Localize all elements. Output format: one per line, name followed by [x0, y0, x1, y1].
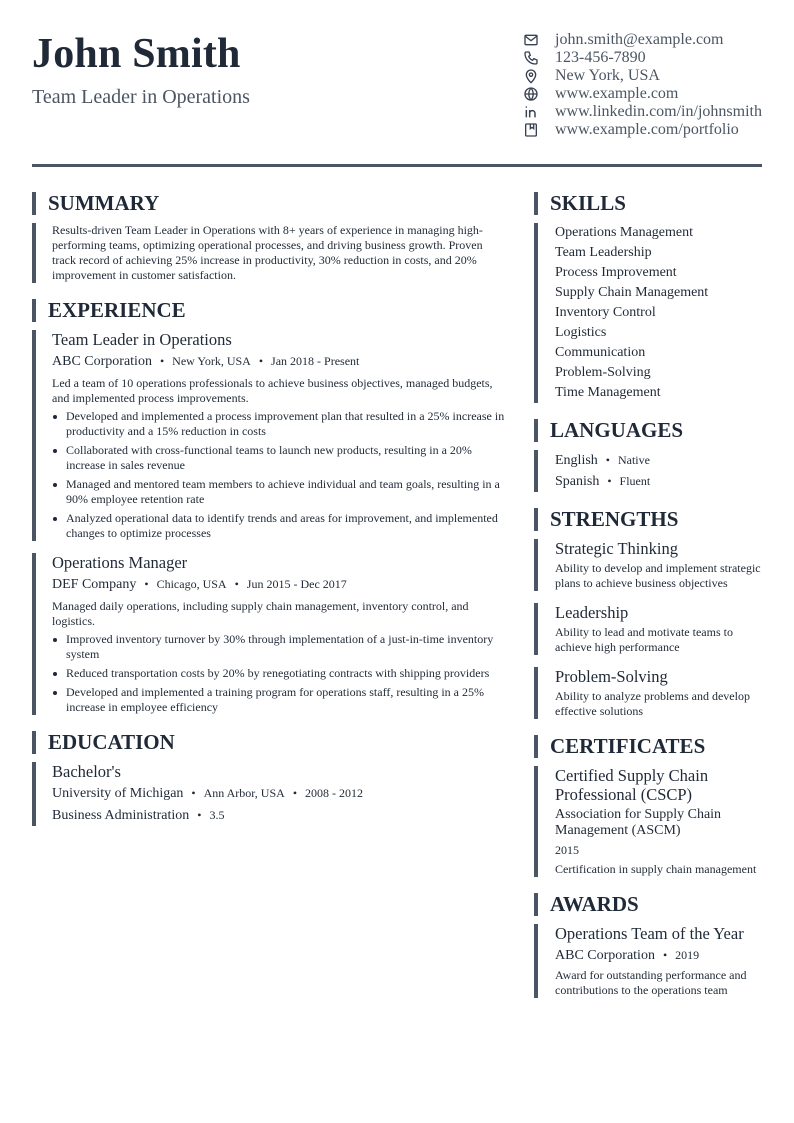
job-meta — [52, 574, 508, 595]
skill-item: Logistics — [555, 325, 607, 340]
award-year: 2019 — [675, 948, 700, 962]
awards-heading: AWARDS — [534, 893, 764, 916]
separator-dot: • — [197, 808, 202, 822]
summary-section — [32, 223, 508, 283]
contact-location-text: New York, USA — [555, 67, 660, 84]
skills-heading: SKILLS — [534, 192, 764, 215]
job-company: ABC Corporation — [52, 354, 152, 369]
summary-text: Results-driven Team Leader in Operations with 8+ years of experience in managing high-performing teams, optimizing operational processes, and driving business growth. Proven track record of achieving 25% increase in productivity, 30% reduction in costs, and 20% improvement in customer satisfaction. — [52, 223, 483, 282]
left-column — [32, 192, 508, 826]
contact-portfolio-text[interactable]: www.example.com/portfolio — [555, 121, 739, 138]
language-name: Spanish — [555, 474, 600, 489]
portfolio-icon — [522, 121, 540, 139]
language-name: English — [555, 453, 598, 468]
field-of-study: Business Administration — [52, 808, 190, 823]
job-company: DEF Company — [52, 577, 137, 592]
strength-item — [534, 603, 764, 655]
separator-dot: • — [159, 354, 165, 368]
gpa: 3.5 — [209, 808, 225, 822]
skill-item: Team Leadership — [555, 245, 652, 260]
education-field-row — [52, 805, 508, 826]
list-item: Managed and mentored team members to achieve individual and team goals, resulting in a 90% employee retention rate — [52, 477, 508, 507]
job-title: Team Leader in Operations — [52, 330, 232, 349]
contact-linkedin[interactable] — [522, 103, 762, 121]
separator-dot: • — [144, 577, 149, 591]
contact-phone[interactable] — [522, 49, 762, 67]
skill-item: Communication — [555, 345, 646, 360]
list-item: Developed and implemented a process improvement plan that resulted in a 25% increase in productivity and a 15% reduction in costs — [52, 409, 508, 439]
language-level: Fluent — [619, 474, 651, 488]
school-location: Ann Arbor, USA — [203, 786, 285, 800]
strength-item — [534, 539, 764, 591]
contact-linkedin-text[interactable]: www.linkedin.com/in/johnsmith — [555, 103, 762, 120]
job-title: Operations Manager — [52, 553, 188, 572]
separator-dot: • — [258, 354, 264, 368]
strength-title: Problem-Solving — [555, 667, 668, 686]
job-location: New York, USA — [172, 354, 251, 368]
separator-dot: • — [234, 577, 239, 591]
job-description: Managed daily operations, including supply chain management, inventory control, and logistics. — [52, 599, 469, 628]
separator-dot: • — [605, 453, 610, 467]
certificates-heading: CERTIFICATES — [534, 735, 764, 758]
globe-icon — [522, 85, 540, 103]
education-entry — [32, 762, 508, 826]
skill-item: Inventory Control — [555, 305, 656, 320]
contact-email-text[interactable]: john.smith@example.com — [555, 31, 724, 48]
contact-location — [522, 67, 762, 85]
separator-dot: • — [607, 474, 612, 488]
education-dates: 2008 - 2012 — [305, 786, 364, 800]
separator-dot: • — [191, 786, 196, 800]
strengths-heading: STRENGTHS — [534, 508, 764, 531]
list-item: Developed and implemented a training program for operations staff, resulting in a 25% increase in employee efficiency — [52, 685, 508, 715]
language-item — [555, 471, 764, 492]
degree: Bachelor's — [52, 762, 121, 781]
skill-item: Time Management — [555, 385, 661, 400]
strength-item — [534, 667, 764, 719]
strength-title: Strategic Thinking — [555, 539, 678, 558]
contact-portfolio[interactable] — [522, 121, 762, 139]
separator-dot: • — [292, 786, 298, 800]
list-item: Reduced transportation costs by 20% by renegotiating contracts with shipping providers — [52, 666, 508, 681]
education-meta — [52, 783, 508, 804]
phone-icon — [522, 49, 540, 67]
header-divider — [32, 164, 762, 167]
linkedin-icon — [522, 103, 540, 121]
strength-desc: Ability to analyze problems and develop effective solutions — [555, 689, 750, 718]
languages-heading: LANGUAGES — [534, 419, 764, 442]
award-org: ABC Corporation — [555, 948, 655, 963]
job-bullets — [52, 409, 508, 541]
envelope-icon — [522, 31, 540, 49]
strength-title: Leadership — [555, 603, 629, 622]
experience-entry — [32, 553, 508, 715]
certificate-desc: Certification in supply chain management — [555, 862, 757, 876]
certificate-year: 2015 — [555, 843, 579, 857]
job-dates: Jan 2018 - Present — [271, 354, 360, 368]
location-pin-icon — [522, 67, 540, 85]
job-description: Led a team of 10 operations professionals to achieve business objectives, managed budgets, and implemented process improvements. — [52, 376, 493, 405]
language-level: Native — [617, 453, 650, 467]
experience-entry — [32, 330, 508, 541]
skill-item: Problem-Solving — [555, 365, 651, 380]
summary-heading: SUMMARY — [32, 192, 508, 215]
school-name: University of Michigan — [52, 786, 184, 801]
job-location: Chicago, USA — [156, 577, 227, 591]
languages-section — [534, 450, 764, 492]
award-desc: Award for outstanding performance and contributions to the operations team — [555, 968, 747, 997]
job-bullets — [52, 632, 508, 715]
list-item: Collaborated with cross-functional teams to launch new products, resulting in a 20% increase in sales revenue — [52, 443, 508, 473]
contact-website[interactable] — [522, 85, 762, 103]
certificate-issuer: Association for Supply Chain Management (ASCM) — [555, 807, 722, 838]
contact-list — [522, 31, 762, 139]
skills-section — [534, 223, 764, 403]
skill-item: Supply Chain Management — [555, 285, 709, 300]
job-dates: Jun 2015 - Dec 2017 — [246, 577, 347, 591]
strength-desc: Ability to develop and implement strategic plans to achieve business objectives — [555, 561, 761, 590]
list-item: Analyzed operational data to identify trends and areas for improvement, and implemented changes to optimize processes — [52, 511, 508, 541]
list-item: Improved inventory turnover by 30% through implementation of a just-in-time inventory system — [52, 632, 508, 662]
contact-email[interactable] — [522, 31, 762, 49]
education-heading: EDUCATION — [32, 731, 508, 754]
skill-item: Operations Management — [555, 225, 694, 240]
experience-heading: EXPERIENCE — [32, 299, 508, 322]
job-meta — [52, 351, 508, 372]
candidate-name: John Smith — [32, 31, 241, 77]
candidate-title: Team Leader in Operations — [32, 86, 250, 108]
award-entry — [534, 924, 764, 998]
award-name: Operations Team of the Year — [555, 924, 744, 943]
contact-phone-text[interactable]: 123-456-7890 — [555, 49, 646, 66]
strength-desc: Ability to lead and motivate teams to achieve high performance — [555, 625, 733, 654]
certificate-name: Certified Supply Chain Professional (CSCP) — [555, 766, 709, 804]
contact-website-text[interactable]: www.example.com — [555, 85, 679, 102]
skill-item: Process Improvement — [555, 265, 677, 280]
award-meta — [555, 945, 764, 966]
language-item — [555, 450, 764, 471]
certificate-entry — [534, 766, 764, 877]
separator-dot: • — [662, 948, 668, 962]
right-column — [534, 192, 764, 998]
